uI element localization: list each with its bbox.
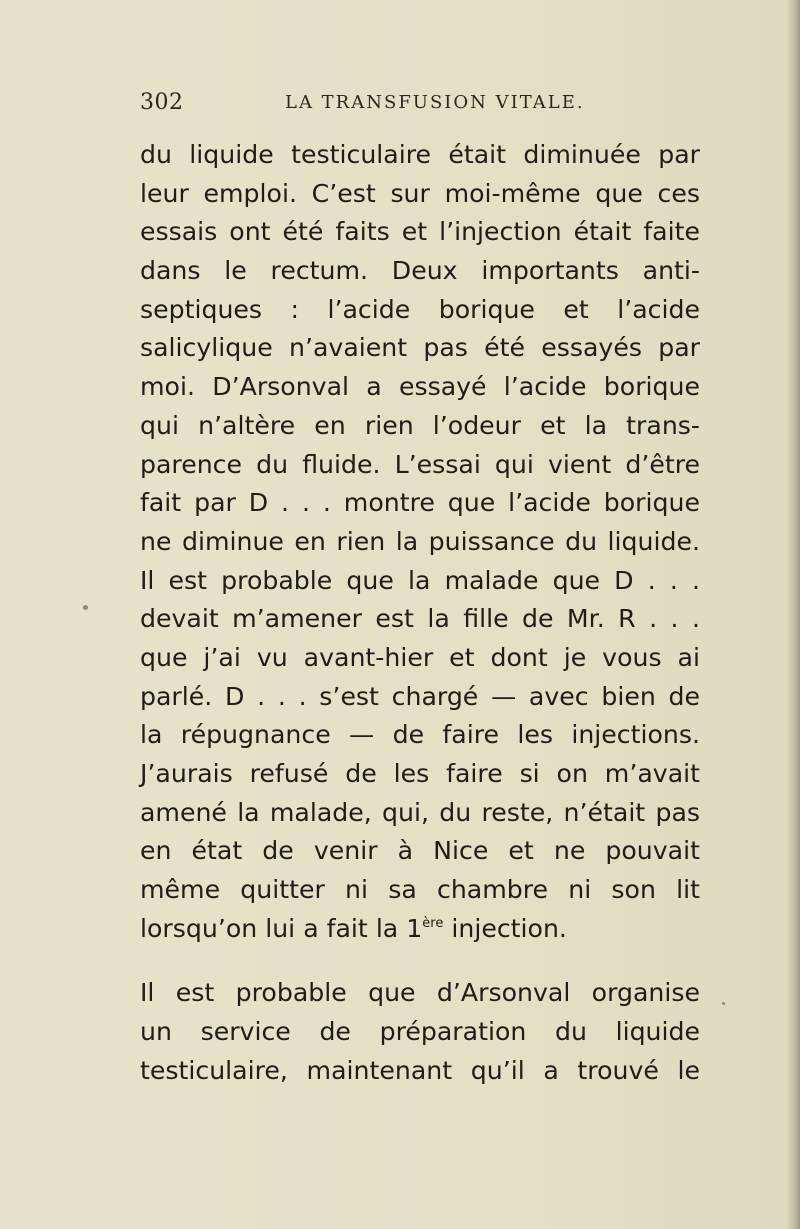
- text-line: leur emploi. C’est sur moi-même que ces: [140, 178, 700, 208]
- text-line: parlé. D . . . s’est chargé — avec bien de: [140, 681, 700, 711]
- text-line: un service de préparation du liquide: [140, 1017, 700, 1047]
- text-line: moi. D’Arsonval a essayé l’acide borique: [140, 372, 700, 402]
- text-line: Il est probable que la malade que D . . .: [140, 565, 700, 595]
- text-line: en état de venir à Nice et ne pouvait: [140, 836, 700, 866]
- body-text: [140, 136, 700, 1091]
- text-line: la répugnance — de faire les injections.: [140, 720, 700, 750]
- ordinal-number: 1: [406, 913, 423, 943]
- text-line: septiques : l’acide borique et l’acide: [140, 294, 700, 324]
- text-line: J’aurais refusé de les faire si on m’avait: [140, 759, 700, 788]
- text-line: salicylique n’avaient pas été essayés par: [140, 333, 700, 363]
- text-line: qui n’altère en rien l’odeur et la trans-: [140, 410, 700, 440]
- page-header: [140, 90, 700, 120]
- text-line: essais ont été faits et l’injection était faite: [140, 217, 700, 247]
- text-line: que j’ai vu avant-hier et dont je vous ai: [140, 642, 700, 672]
- text-line: Il est probable que d’Arsonval organise: [140, 978, 700, 1008]
- ordinal-superscript: ère: [422, 915, 444, 931]
- text-after-ordinal: injection.: [443, 913, 567, 943]
- text-line: fait par D . . . montre que l’acide borique: [140, 488, 700, 518]
- text-line: du liquide testiculaire était diminuée par: [140, 140, 700, 169]
- text-line: testiculaire, maintenant qu’il a trouvé le: [140, 1055, 700, 1085]
- text-line: devait m’amener est la fille de Mr. R . . .: [140, 604, 700, 634]
- text-line-last: [140, 910, 700, 949]
- paper-speck: [722, 1002, 725, 1005]
- page-number: 302: [140, 90, 184, 115]
- text-line: amené la malade, qui, du reste, n’était pas: [140, 797, 700, 827]
- text-before-ordinal: lorsqu’on lui a fait la: [140, 913, 407, 943]
- page-edge-shadow: [786, 0, 800, 1229]
- text-line: parence du fluide. L’essai qui vient d’être: [140, 449, 700, 479]
- paragraph-gap: [140, 948, 700, 974]
- text-line: ne diminue en rien la puissance du liquide.: [140, 526, 700, 556]
- paper-speck: [83, 605, 88, 610]
- text-line: même quitter ni sa chambre ni son lit: [140, 875, 700, 905]
- running-title: LA TRANSFUSION VITALE.: [285, 92, 585, 113]
- text-line: dans le rectum. Deux importants anti-: [140, 256, 700, 286]
